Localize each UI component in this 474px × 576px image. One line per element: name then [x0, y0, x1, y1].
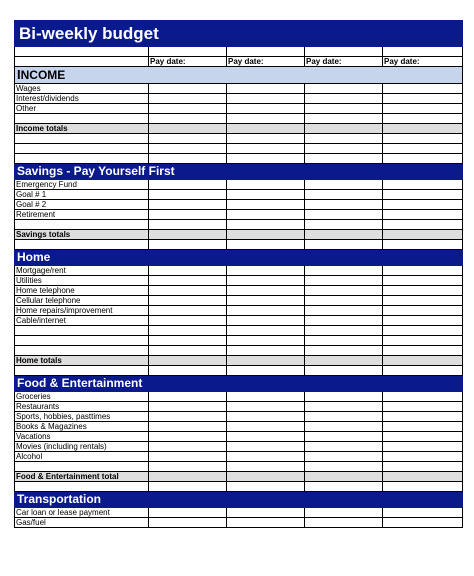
cell[interactable] — [383, 134, 463, 144]
cell[interactable] — [15, 47, 149, 57]
cell[interactable] — [305, 104, 383, 114]
cell[interactable] — [149, 462, 227, 472]
cell[interactable] — [149, 94, 227, 104]
row-label: Movies (including rentals) — [15, 442, 149, 452]
row-label: Cellular telephone — [15, 296, 149, 306]
cell[interactable] — [383, 452, 463, 462]
cell[interactable] — [227, 230, 305, 240]
cell[interactable] — [305, 412, 383, 422]
cell[interactable] — [15, 462, 149, 472]
cell[interactable] — [149, 266, 227, 276]
cell[interactable] — [227, 286, 305, 296]
cell[interactable] — [15, 240, 149, 250]
cell[interactable] — [383, 286, 463, 296]
cell[interactable] — [305, 366, 383, 376]
cell[interactable] — [305, 442, 383, 452]
cell[interactable] — [149, 336, 227, 346]
cell[interactable] — [227, 432, 305, 442]
pay-date-header-2: Pay date: — [227, 57, 305, 67]
cell[interactable] — [227, 200, 305, 210]
cell[interactable] — [305, 230, 383, 240]
cell[interactable] — [305, 518, 383, 528]
cell[interactable] — [149, 402, 227, 412]
cell[interactable] — [149, 422, 227, 432]
savings-totals-label: Savings totals — [15, 230, 149, 240]
cell[interactable] — [15, 134, 149, 144]
cell[interactable] — [227, 154, 305, 164]
cell[interactable] — [227, 402, 305, 412]
cell[interactable] — [227, 266, 305, 276]
cell[interactable] — [15, 114, 149, 124]
row-label: Groceries — [15, 392, 149, 402]
row-label: Interest/dividends — [15, 94, 149, 104]
cell[interactable] — [149, 276, 227, 286]
cell[interactable] — [305, 144, 383, 154]
cell[interactable] — [305, 180, 383, 190]
row-label: Sports, hobbies, pasttimes — [15, 412, 149, 422]
cell[interactable] — [227, 412, 305, 422]
cell[interactable] — [383, 240, 463, 250]
budget-sheet — [14, 20, 462, 528]
cell[interactable] — [305, 432, 383, 442]
cell[interactable] — [383, 154, 463, 164]
cell[interactable] — [149, 144, 227, 154]
cell[interactable] — [227, 180, 305, 190]
cell[interactable] — [383, 482, 463, 492]
cell[interactable] — [305, 266, 383, 276]
cell[interactable] — [383, 356, 463, 366]
home-totals-label: Home totals — [15, 356, 149, 366]
cell[interactable] — [149, 104, 227, 114]
cell[interactable] — [149, 230, 227, 240]
cell[interactable] — [227, 392, 305, 402]
cell[interactable] — [149, 442, 227, 452]
cell[interactable] — [227, 84, 305, 94]
row-label: Goal # 2 — [15, 200, 149, 210]
row-label: Goal # 1 — [15, 190, 149, 200]
cell[interactable] — [149, 326, 227, 336]
cell[interactable] — [305, 124, 383, 134]
cell[interactable] — [149, 124, 227, 134]
cell[interactable] — [305, 134, 383, 144]
cell[interactable] — [149, 316, 227, 326]
cell[interactable] — [149, 346, 227, 356]
row-label: Gas/fuel — [15, 518, 149, 528]
cell[interactable] — [149, 210, 227, 220]
cell[interactable] — [305, 336, 383, 346]
cell[interactable] — [305, 356, 383, 366]
cell[interactable] — [227, 47, 305, 57]
cell[interactable] — [383, 104, 463, 114]
cell[interactable] — [149, 84, 227, 94]
cell[interactable] — [227, 276, 305, 286]
cell[interactable] — [383, 200, 463, 210]
cell[interactable] — [305, 462, 383, 472]
income-totals-label: Income totals — [15, 124, 149, 134]
cell[interactable] — [305, 220, 383, 230]
cell[interactable] — [305, 482, 383, 492]
cell[interactable] — [149, 296, 227, 306]
cell[interactable] — [383, 442, 463, 452]
cell[interactable] — [15, 336, 149, 346]
cell[interactable] — [227, 452, 305, 462]
cell[interactable] — [383, 472, 463, 482]
cell[interactable] — [149, 452, 227, 462]
cell[interactable] — [305, 190, 383, 200]
cell[interactable] — [305, 154, 383, 164]
row-label: Restaurants — [15, 402, 149, 412]
cell[interactable] — [149, 366, 227, 376]
cell[interactable] — [383, 144, 463, 154]
cell[interactable] — [383, 412, 463, 422]
cell[interactable] — [383, 326, 463, 336]
cell[interactable] — [15, 144, 149, 154]
cell[interactable] — [305, 210, 383, 220]
cell[interactable] — [383, 422, 463, 432]
cell[interactable] — [149, 412, 227, 422]
pay-date-header-4: Pay date: — [383, 57, 463, 67]
cell[interactable] — [383, 220, 463, 230]
cell[interactable] — [227, 144, 305, 154]
cell[interactable] — [149, 134, 227, 144]
cell[interactable] — [149, 180, 227, 190]
cell[interactable] — [305, 94, 383, 104]
cell[interactable] — [383, 336, 463, 346]
cell[interactable] — [15, 482, 149, 492]
section-heading-income — [15, 67, 463, 84]
cell[interactable] — [383, 316, 463, 326]
cell[interactable] — [149, 518, 227, 528]
cell[interactable] — [305, 316, 383, 326]
row-label: Books & Magazines — [15, 422, 149, 432]
cell[interactable] — [383, 306, 463, 316]
cell[interactable] — [227, 518, 305, 528]
cell[interactable] — [227, 346, 305, 356]
cell[interactable] — [227, 356, 305, 366]
sheet-title: Bi-weekly budget — [15, 21, 463, 47]
cell[interactable] — [149, 220, 227, 230]
cell[interactable] — [149, 47, 227, 57]
section-heading-savings: Savings - Pay Yourself First — [15, 164, 463, 180]
budget-table — [14, 20, 463, 528]
row-label: Wages — [15, 84, 149, 94]
row-label: Retirement — [15, 210, 149, 220]
cell[interactable] — [383, 266, 463, 276]
row-label: Mortgage/rent — [15, 266, 149, 276]
cell[interactable] — [15, 154, 149, 164]
cell[interactable] — [227, 326, 305, 336]
cell[interactable] — [305, 346, 383, 356]
cell[interactable] — [305, 286, 383, 296]
cell[interactable] — [227, 472, 305, 482]
cell[interactable] — [227, 220, 305, 230]
cell[interactable] — [227, 190, 305, 200]
cell[interactable] — [227, 124, 305, 134]
cell[interactable] — [15, 326, 149, 336]
cell[interactable] — [305, 392, 383, 402]
cell[interactable] — [149, 154, 227, 164]
cell[interactable] — [227, 306, 305, 316]
cell[interactable] — [305, 472, 383, 482]
cell[interactable] — [305, 402, 383, 412]
cell[interactable] — [227, 94, 305, 104]
cell[interactable] — [149, 240, 227, 250]
row-label: Utilities — [15, 276, 149, 286]
row-label: Vacations — [15, 432, 149, 442]
cell[interactable] — [227, 104, 305, 114]
cell[interactable] — [305, 47, 383, 57]
cell[interactable] — [15, 366, 149, 376]
cell[interactable] — [383, 462, 463, 472]
cell[interactable] — [383, 392, 463, 402]
cell[interactable] — [383, 402, 463, 412]
cell[interactable] — [227, 336, 305, 346]
cell[interactable] — [149, 432, 227, 442]
row-label: Car loan or lease payment — [15, 508, 149, 518]
section-heading-food: Food & Entertainment — [15, 376, 463, 392]
cell[interactable] — [383, 94, 463, 104]
cell[interactable] — [383, 366, 463, 376]
cell[interactable] — [305, 422, 383, 432]
cell[interactable] — [227, 240, 305, 250]
row-label: Other — [15, 104, 149, 114]
cell[interactable] — [149, 306, 227, 316]
cell[interactable] — [305, 326, 383, 336]
cell[interactable] — [227, 442, 305, 452]
cell[interactable] — [383, 508, 463, 518]
cell[interactable] — [383, 84, 463, 94]
cell[interactable] — [227, 316, 305, 326]
cell[interactable] — [149, 286, 227, 296]
row-label: Home repairs/improvement — [15, 306, 149, 316]
pay-date-header-1: Pay date: — [149, 57, 227, 67]
cell[interactable] — [227, 114, 305, 124]
cell[interactable] — [383, 190, 463, 200]
cell[interactable] — [383, 230, 463, 240]
cell[interactable] — [149, 482, 227, 492]
cell[interactable] — [305, 306, 383, 316]
cell[interactable] — [227, 210, 305, 220]
cell[interactable] — [149, 114, 227, 124]
cell[interactable] — [15, 220, 149, 230]
cell[interactable] — [227, 508, 305, 518]
cell[interactable] — [305, 276, 383, 286]
cell[interactable] — [383, 518, 463, 528]
pay-date-header-3: Pay date: — [305, 57, 383, 67]
cell[interactable] — [383, 114, 463, 124]
cell[interactable] — [227, 296, 305, 306]
cell[interactable] — [227, 422, 305, 432]
cell[interactable] — [383, 432, 463, 442]
cell[interactable] — [227, 366, 305, 376]
cell[interactable] — [149, 392, 227, 402]
cell[interactable] — [305, 200, 383, 210]
cell[interactable] — [305, 296, 383, 306]
cell[interactable] — [149, 200, 227, 210]
cell[interactable] — [149, 356, 227, 366]
section-heading-transportation: Transportation — [15, 492, 463, 508]
cell[interactable] — [383, 180, 463, 190]
row-label: Emergency Fund — [15, 180, 149, 190]
cell[interactable] — [227, 462, 305, 472]
cell[interactable] — [305, 84, 383, 94]
cell[interactable] — [305, 452, 383, 462]
row-label: Alcohol — [15, 452, 149, 462]
cell[interactable] — [149, 508, 227, 518]
food-totals-label: Food & Entertainment total — [15, 472, 149, 482]
cell[interactable] — [305, 114, 383, 124]
cell[interactable] — [383, 296, 463, 306]
cell[interactable] — [15, 57, 149, 67]
income-initial: I — [17, 67, 21, 82]
cell[interactable] — [149, 472, 227, 482]
income-rest: NCOME — [20, 68, 66, 82]
cell[interactable] — [383, 346, 463, 356]
cell[interactable] — [305, 508, 383, 518]
cell[interactable] — [383, 124, 463, 134]
section-heading-home: Home — [15, 250, 463, 266]
cell[interactable] — [305, 240, 383, 250]
cell[interactable] — [227, 482, 305, 492]
cell[interactable] — [227, 134, 305, 144]
row-label: Home telephone — [15, 286, 149, 296]
cell[interactable] — [15, 346, 149, 356]
row-label: Cable/internet — [15, 316, 149, 326]
cell[interactable] — [383, 210, 463, 220]
cell[interactable] — [383, 276, 463, 286]
cell[interactable] — [383, 47, 463, 57]
cell[interactable] — [149, 190, 227, 200]
